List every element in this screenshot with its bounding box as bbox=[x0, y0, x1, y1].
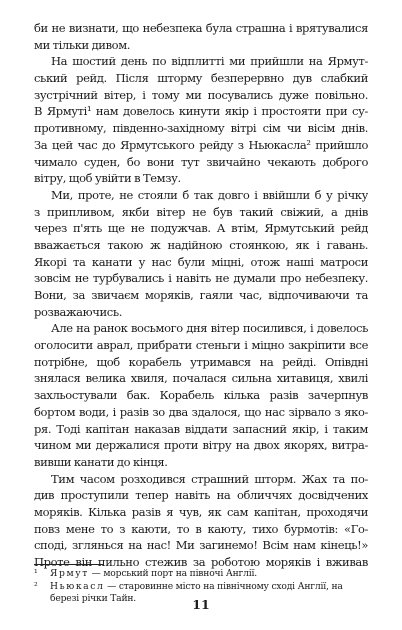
text-line: зустрічний вітер, і тому ми посувались дуже повільно. bbox=[34, 87, 368, 102]
text-line: Але на ранок восьмого дня вітер посилився, і довелось bbox=[51, 321, 368, 336]
text-line: Якорі та канати у нас були міцні, отож наші матроси bbox=[34, 254, 368, 269]
text-line: чимало суден, бо вони тут звичайно чекають доброго bbox=[34, 154, 368, 169]
text-line: На шостий день по відплитті ми прийшли на Ярмут- bbox=[51, 54, 368, 69]
text-line: За цей час до Ярмутського рейду з Ньюкасла² прийшло bbox=[34, 137, 368, 152]
text-line: з припливом, якби вітер не був такий свіжий, а днів bbox=[34, 204, 368, 219]
text-line: Тим часом розходився страшний шторм. Жах та по- bbox=[51, 471, 368, 486]
text-line: Проте він пильно стежив за роботою моряків і вживав bbox=[34, 555, 368, 569]
text-line: потрібне, щоб корабель утримався на рейді. Опівдні bbox=[34, 354, 368, 369]
text-line: через п'ять ще не подужчав. А втім, Ярмутський рейд bbox=[34, 221, 368, 236]
page-number: 11 bbox=[192, 597, 210, 612]
text-line: зовсім не турбувались і навіть не думали про небезпеку. bbox=[34, 271, 368, 286]
text-line: розважаючись. bbox=[34, 304, 123, 319]
text-line: знялася велика хвиля, почалася сильна хитавиця, хвилі bbox=[34, 371, 368, 386]
text-line: В Ярмуті¹ нам довелось кинути якір і простояти при су- bbox=[34, 104, 368, 119]
text-line: сподi, зглянься на нас! Ми загинемо! Всім нам кінець!» bbox=[34, 538, 368, 553]
text-line: див проступили тепер навіть на обличчях досвідчених bbox=[34, 488, 368, 503]
text-line: противному, південно-західному вітрі сім чи вісім днів. bbox=[34, 121, 368, 136]
text-line: Вони, за звичаєм моряків, гаяли час, відпочиваючи та bbox=[34, 288, 368, 302]
text-line: моряків. Кілька разів я чув, як сам капітан, проходячи bbox=[34, 504, 368, 519]
footnote: ¹ Ярмут — морський порт на півночі Англії. bbox=[34, 568, 257, 579]
text-line: бортом води, і разів зо два здалося, що нас зірвало з яко- bbox=[34, 404, 368, 419]
text-line: ський рейд. Після шторму безперервно дув слабкий bbox=[34, 71, 368, 86]
footnote-divider bbox=[34, 564, 104, 565]
text-line: повз мене то з каюти, то в каюту, тихо бурмотів: «Го- bbox=[34, 521, 368, 536]
footnote-continuation: березі річки Тайн. bbox=[50, 593, 137, 604]
text-line: ря. Тоді капітан наказав віддати запасний якір, і таким bbox=[34, 421, 368, 436]
body-text bbox=[34, 20, 368, 571]
text-line: вивши канати до кінця. bbox=[34, 454, 168, 469]
text-line: захльостували бак. Корабель кілька разів зачерпнув bbox=[34, 388, 368, 403]
text-line: оголосити аврал, прибрати стеньги і міцно закріпити все bbox=[34, 338, 368, 353]
text-line: би не визнати, що небезпека була страшна і врятувалися bbox=[34, 21, 368, 35]
text-line: ми тільки дивом. bbox=[34, 37, 131, 52]
text-line: вітру, щоб увійти в Темзу. bbox=[34, 171, 181, 186]
text-line: вважається такою ж надійною стоянкою, як і гавань. bbox=[34, 237, 368, 252]
text-line: Ми, проте, не стояли б так довго і ввійшли б у річку bbox=[51, 187, 368, 202]
footnote: ² Ньюкасл — старовинне місто на північному сході Англії, на bbox=[34, 580, 343, 592]
text-line: чином ми держалися проти вітру на двох якорях, витра- bbox=[34, 438, 368, 453]
